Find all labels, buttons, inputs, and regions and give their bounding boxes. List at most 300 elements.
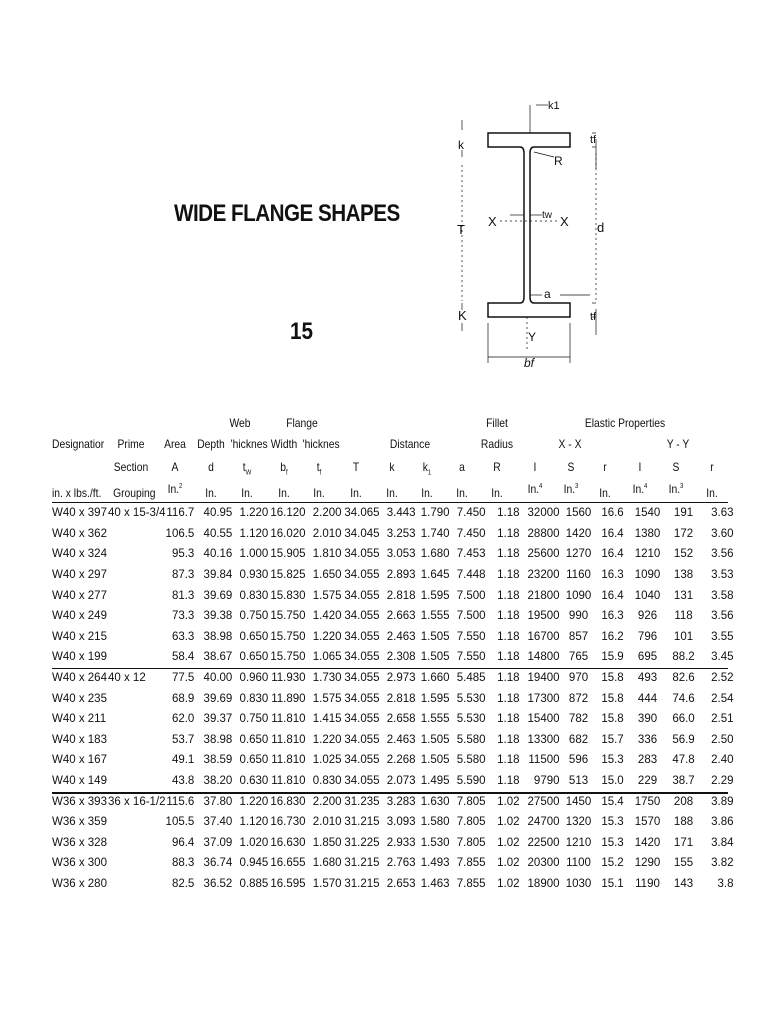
table-cell: 1090 [634,569,661,582]
table-row [52,791,736,812]
table-cell: 1.220 [239,795,269,808]
header-distance: Distance [389,437,431,451]
table-cell: 1.740 [420,527,450,540]
table-cell: 0.650 [239,630,269,643]
table-cell: 36.52 [203,877,233,890]
table-cell: 2.653 [386,877,416,890]
table-cell: 73.3 [171,610,195,623]
table-cell: 40.55 [203,527,233,540]
table-cell: 15.750 [270,630,306,643]
table-cell: 1090 [565,589,592,602]
table-cell: 1.493 [420,857,450,870]
table-cell: 7.805 [456,836,486,849]
table-cell: 1.18 [497,651,520,664]
table-cell: 15.0 [601,775,624,788]
header-unit-area: In.$^2$ [167,482,183,496]
table-cell [108,812,166,833]
table-cell: 765 [568,651,589,664]
table-cell: 36 x 16-1/2 [108,795,166,808]
table-cell: 1.02 [497,836,520,849]
table-cell: 1.495 [420,775,450,788]
table-cell: W40 x 397 [52,507,107,520]
table-cell: W40 x 183 [52,733,107,746]
header-sym-tf: $t_f$ [316,460,322,477]
table-cell: 36.74 [203,857,233,870]
table-cell [108,771,166,792]
table-cell: 47.8 [672,754,695,767]
label-d: d [597,220,605,235]
table-cell: 2.50 [711,733,734,746]
table-cell: 493 [637,672,658,685]
table-cell: 16.3 [601,610,624,623]
table-cell: W40 x 235 [52,692,107,705]
table-cell: 116.7 [166,507,195,520]
table-cell: 1.415 [312,713,342,726]
table-cell: 1.650 [312,569,342,582]
label-k1: k1 [548,100,560,112]
table-cell: 3.60 [711,527,734,540]
table-cell: 0.960 [239,672,269,685]
table-cell: 34.055 [344,754,380,767]
label-big-k: K [458,308,467,323]
table-cell: 1.580 [420,816,450,829]
table-cell: 1.18 [497,548,520,561]
table-cell: 39.84 [203,569,233,582]
table-cell: 796 [637,630,658,643]
table-cell: 3.63 [711,507,734,520]
table-cell: 74.6 [672,692,695,705]
table-cell: 172 [673,527,694,540]
table-cell: 1190 [635,877,660,890]
header-sym-t: T [352,460,360,474]
table-cell: 1420 [634,836,661,849]
table-cell: 82.5 [171,877,195,890]
table-cell: 16.2 [601,630,624,643]
table-cell: 81.3 [171,589,195,602]
table-cell [108,606,166,627]
table-cell: 15.3 [601,754,624,767]
table-cell: 1.02 [497,816,520,829]
table-cell: 15.4 [601,795,624,808]
table-cell: 782 [568,713,589,726]
table-cell: 7.550 [456,651,486,664]
table-cell: 2.010 [312,816,342,829]
table-cell [108,874,166,895]
table-row [52,853,736,874]
header-prime: Prime [117,437,145,451]
header-area: Area [164,437,186,451]
table-cell: 16.6 [601,507,624,520]
header-designation: Designatior [52,437,105,451]
table-cell: 34.055 [344,672,380,685]
table-cell: 15.750 [270,610,306,623]
table-cell: 1.025 [312,754,342,767]
header-units-grouping: Grouping [113,486,156,500]
table-cell: W40 x 199 [52,651,107,664]
table-cell: 1.595 [420,692,450,705]
table-cell: 1.555 [420,610,450,623]
table-cell: 1.065 [312,651,342,664]
table-cell: 5.590 [456,775,486,788]
table-cell: 3.53 [711,569,734,582]
table-cell: 7.855 [456,877,486,890]
table-cell: 1.18 [497,589,520,602]
table-cell: 0.830 [312,775,342,788]
table-cell: 1.420 [312,610,342,623]
table-cell: W40 x 277 [52,589,107,602]
table-cell: 1290 [634,857,661,870]
table-cell: W36 x 300 [52,857,107,870]
table-cell: 1.555 [420,713,450,726]
table-cell: 34.065 [344,507,380,520]
table-cell: 0.650 [239,754,269,767]
table-cell: 1.575 [312,692,342,705]
table-cell: 990 [568,610,589,623]
page-title: WIDE FLANGE SHAPES [174,200,400,227]
table-cell: 3.89 [711,795,734,808]
table-cell: 0.630 [239,775,269,788]
table-cell: 66.0 [672,713,695,726]
table-cell: 37.80 [203,795,233,808]
table-cell: 15.8 [601,713,624,726]
table-row [52,750,736,771]
table-row [52,606,736,627]
table-cell: 101 [673,630,694,643]
table-cell: 82.6 [672,672,695,685]
table-cell: 95.3 [171,548,195,561]
table-cell: 1.680 [420,548,450,561]
table-cell: 40.16 [203,548,233,561]
table-cell: W36 x 280 [52,877,107,890]
table-cell: 2.268 [386,754,416,767]
label-x-right: X [560,214,569,229]
table-cell: 39.38 [203,610,233,623]
table-cell: 16.4 [601,548,624,561]
table-cell: 34.055 [344,733,380,746]
table-cell: 38.98 [203,733,233,746]
table-cell: 39.69 [203,589,233,602]
table-cell: 0.650 [239,733,269,746]
table-cell: 2.200 [312,507,342,520]
table-cell: 40 x 15-3/4 [108,507,166,520]
table-row [52,668,736,689]
table-cell: W40 x 167 [52,754,107,767]
table-cell: 1030 [565,877,592,890]
table-cell: 38.59 [203,754,233,767]
header-sym-sx: S [567,460,575,474]
table-cell: 58.4 [171,651,195,664]
header-sym-a-area: A [171,460,179,474]
table-cell: 38.98 [203,630,233,643]
table-cell: 682 [568,733,589,746]
table-cell: 1.850 [312,836,342,849]
table-cell: W40 x 362 [52,527,107,540]
table-cell: 1.18 [497,569,520,582]
table-cell: 2.51 [711,713,734,726]
table-cell: 16.830 [270,795,306,808]
table-cell: 13300 [527,733,560,746]
table-cell: 38.20 [203,775,233,788]
table-cell: 5.530 [456,692,486,705]
table-cell [108,853,166,874]
table-cell: 138 [673,569,694,582]
table-cell: 88.2 [672,651,695,664]
table-cell: 15.1 [601,877,624,890]
table-cell: 131 [673,589,694,602]
table-cell: 1450 [565,795,592,808]
table-cell: 1.02 [497,795,520,808]
table-cell: 11.810 [271,733,306,746]
table-cell: 0.830 [239,692,269,705]
header-sym-k: k [389,460,395,474]
table-cell: 118 [674,610,693,623]
label-t: T [457,222,465,237]
table-cell: 2.818 [386,692,416,705]
table-cell: 1.505 [420,733,450,746]
table-cell: 513 [568,775,589,788]
table-row [52,503,736,524]
table-cell: 7.550 [456,630,486,643]
table-row [52,688,736,709]
table-cell: 11.810 [271,775,306,788]
table-cell: 27500 [527,795,560,808]
table-row [52,544,736,565]
table-cell: 7.450 [456,507,486,520]
header-fillet: Fillet [486,416,508,430]
table-cell: 1.530 [420,836,450,849]
table-cell: 115.6 [166,795,195,808]
table-cell: 31.215 [344,816,380,829]
table-cell: 37.40 [203,816,233,829]
table-cell: 34.055 [344,548,380,561]
table-row [52,771,736,792]
table-cell: 926 [637,610,658,623]
table-row [52,874,736,895]
table-cell: 34.045 [344,527,380,540]
header-sym-rx: r [603,460,607,474]
table-cell: 31.215 [344,857,380,870]
label-tf-bottom: tf [590,311,597,323]
table-cell: 336 [637,733,658,746]
table-cell: 188 [673,816,694,829]
table-cell: 3.58 [711,589,734,602]
table-cell: 34.055 [344,651,380,664]
table-cell: 2.010 [312,527,342,540]
table-cell: 32000 [527,507,560,520]
table-cell: 20300 [527,857,560,870]
table-cell: 16.595 [270,877,306,890]
header-web: Web [229,416,251,430]
label-tw: tw [542,210,552,221]
table-cell: 56.9 [672,733,695,746]
table-cell: 40.95 [203,507,233,520]
header-unit-rx: In. [599,486,611,500]
table-cell: 2.40 [711,754,734,767]
table-cell: 5.580 [456,754,486,767]
table-cell: 15.905 [270,548,306,561]
table-cell: 16.730 [270,816,306,829]
table-cell: 1540 [634,507,661,520]
header-web-thickness: 'hicknes [230,437,268,451]
table-cell: 155 [673,857,694,870]
table-row [52,730,736,751]
table-cell: 62.0 [171,713,195,726]
table-cell: 49.1 [171,754,195,767]
label-k: k [458,138,464,152]
table-cell: 15.750 [270,651,306,664]
header-flange: Flange [286,416,318,430]
table-cell: 18900 [527,877,560,890]
table-cell: 43.8 [171,775,195,788]
table-cell: 5.485 [456,672,486,685]
table-cell: 1.000 [239,548,269,561]
table-cell: 38.7 [672,775,695,788]
table-cell: 3.56 [711,548,734,561]
table-cell: 1.18 [497,507,520,520]
table-row [52,565,736,586]
table-cell: W40 x 297 [52,569,107,582]
table-cell: 2.658 [386,713,416,726]
label-x-left: X [488,214,497,229]
label-r: R [554,154,563,168]
table-cell: 3.253 [386,527,416,540]
table-cell: 2.463 [386,630,416,643]
header-xx: X - X [558,437,582,451]
table-cell: 34.055 [344,569,380,582]
table-cell [108,565,166,586]
table-cell: 1.18 [497,527,520,540]
table-cell: W40 x 215 [52,630,107,643]
header-units-designation: in. x lbs./ft. [52,486,102,500]
table-cell: 11.890 [271,692,306,705]
table-cell: 2.763 [386,857,416,870]
table-cell: 1.730 [312,672,342,685]
header-sym-r-radius: R [493,460,501,474]
table-cell: 0.885 [239,877,269,890]
table-cell: 14800 [527,651,560,664]
table-cell: 970 [568,672,589,685]
header-unit-iy: In.$^4$ [632,482,648,496]
table-cell: 390 [637,713,658,726]
table-cell: 31.235 [344,795,380,808]
table-cell: 2.893 [386,569,416,582]
table-cell: 106.5 [165,527,195,540]
table-cell: 15.7 [601,733,624,746]
header-sym-tw: $t_W$ [242,460,252,477]
table-cell [108,750,166,771]
table-cell [108,585,166,606]
table-cell: 1.18 [497,610,520,623]
table-cell: 38.67 [203,651,233,664]
table-cell: 1.120 [239,816,269,829]
table-cell: 444 [637,692,658,705]
table-cell: 40.00 [203,672,233,685]
header-sym-iy: I [638,460,642,474]
header-unit-t: In. [350,486,362,500]
header-unit-k1: In. [421,486,433,500]
table-cell: 1.505 [420,630,450,643]
table-cell: 1570 [634,816,661,829]
table-cell: 1.18 [497,775,520,788]
table-cell: 40 x 12 [108,672,146,685]
table-cell: 2.663 [386,610,416,623]
table-cell: 34.055 [344,630,380,643]
table-cell [108,524,166,545]
table-cell: 5.530 [456,713,486,726]
table-cell: 88.3 [171,857,195,870]
table-cell: 3.093 [386,816,416,829]
table-cell: 24700 [527,816,560,829]
table-cell: 1.02 [497,857,520,870]
header-unit-ix: In.$^4$ [527,482,543,496]
table-cell: 2.933 [386,836,416,849]
table-cell: 2.200 [312,795,342,808]
table-row [52,627,736,648]
table-cell: 1.505 [420,651,450,664]
table-cell: 857 [568,630,589,643]
table-cell: 16.4 [601,589,624,602]
table-cell: 21800 [527,589,560,602]
table-cell: 1.570 [312,877,342,890]
table-cell: 34.055 [344,589,380,602]
table-cell: 17300 [527,692,560,705]
table-cell: W36 x 393 [52,795,107,808]
table-cell: 3.86 [711,816,734,829]
table-cell: 3.84 [711,836,734,849]
table-cell: 2.52 [711,672,734,685]
header-section: Section [113,460,149,474]
table-cell: 77.5 [171,672,195,685]
table-cell: W40 x 264 [52,672,107,685]
table-cell: 16.120 [270,507,306,520]
table-cell: 16.3 [601,569,624,582]
table-cell: 5.580 [456,733,486,746]
table-cell: 37.09 [203,836,233,849]
label-a: a [544,287,551,301]
table-cell: 39.37 [203,713,233,726]
table-cell: 15.3 [601,836,624,849]
table-cell [108,688,166,709]
header-depth: Depth [197,437,225,451]
header-unit-ry: In. [706,486,718,500]
table-cell: 16.020 [270,527,306,540]
header-unit-d: In. [205,486,217,500]
header-sym-ry: r [710,460,714,474]
table-cell [108,627,166,648]
table-cell: 1100 [566,857,591,870]
table-cell: 0.930 [239,569,269,582]
table-cell: 15.830 [270,589,306,602]
table-cell: 1270 [565,548,592,561]
table-row [52,585,736,606]
table-cell [108,709,166,730]
table-cell: 1.18 [497,713,520,726]
table-cell: 3.45 [711,651,734,664]
table-cell: 1.18 [497,672,520,685]
header-sym-a: a [459,460,465,474]
table-cell: 31.225 [344,836,380,849]
table-cell: 11500 [528,754,560,767]
table-cell: 872 [568,692,589,705]
table-cell: 1.220 [312,733,342,746]
header-radius: Radius [480,437,514,451]
table-cell: 63.3 [171,630,195,643]
table-cell: 1040 [634,589,661,602]
table-cell: 2.973 [386,672,416,685]
table-cell: 2.29 [711,775,734,788]
page-number: 15 [290,318,313,345]
table-cell: 1.18 [497,692,520,705]
